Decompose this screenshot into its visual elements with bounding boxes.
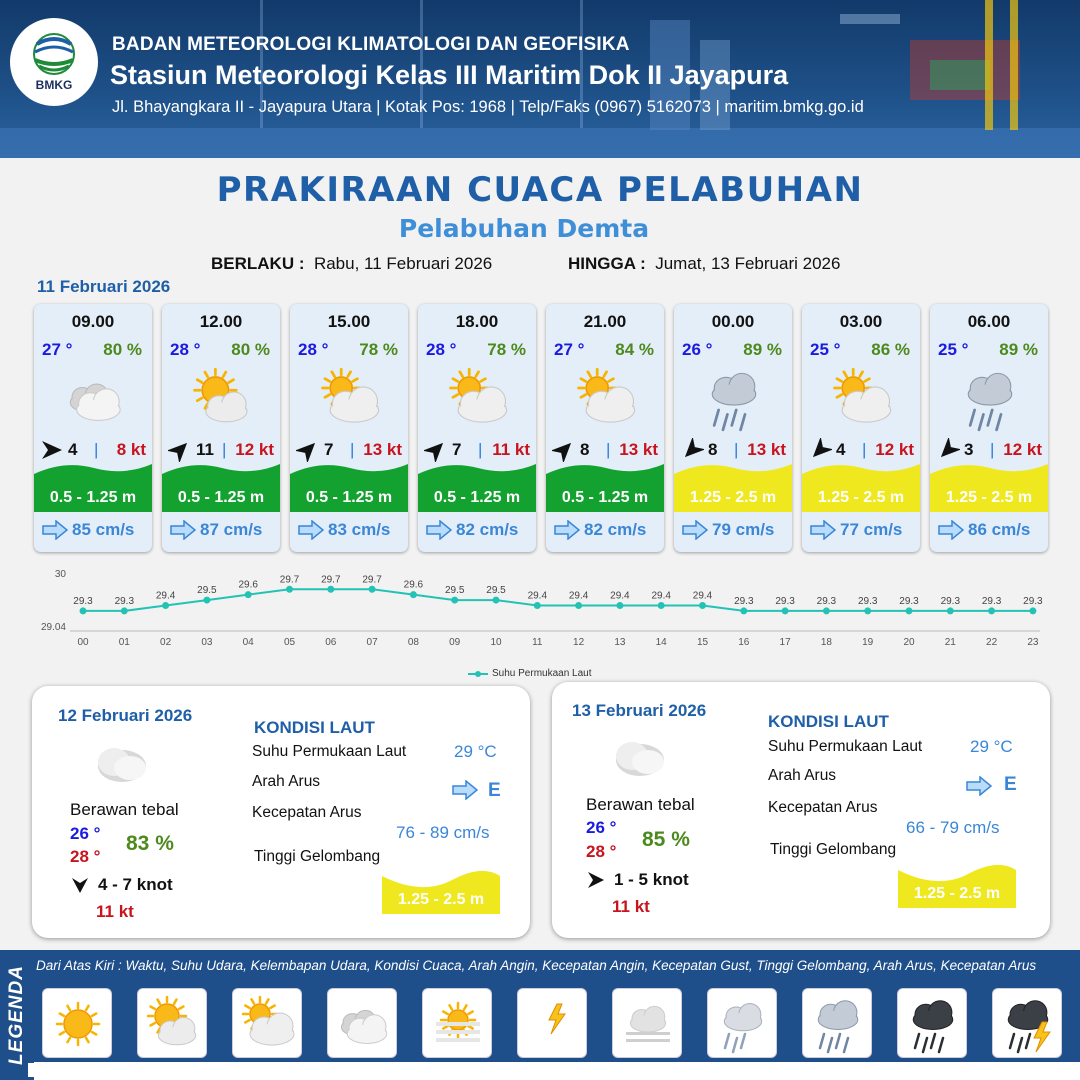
sst-point	[451, 597, 458, 604]
forecast-time: 00.00	[711, 312, 755, 331]
bmkg-logo	[10, 18, 98, 106]
sst-data-label: 29.3	[73, 595, 93, 607]
current-speed: 83 cm/s	[328, 520, 391, 539]
x-tick-label: 12	[573, 637, 585, 648]
current-direction-icon	[938, 520, 964, 540]
y-tick-label: 30	[54, 569, 66, 580]
wave-height: 0.5 - 1.25 m	[177, 489, 265, 506]
gust-speed: 13 kt	[619, 440, 658, 459]
day2-temp-max: 28 °	[70, 847, 101, 866]
day2-panel	[32, 686, 530, 938]
current-direction-icon	[452, 780, 478, 800]
sst-data-label: 29.3	[857, 595, 878, 607]
legend-side-title	[0, 950, 34, 1080]
day2-wave: 1.25 - 2.5 m	[397, 891, 485, 908]
legend-label-strip	[34, 1062, 1080, 1080]
berawan-icon	[570, 366, 642, 432]
hourly-card	[418, 304, 536, 552]
wave-height: 0.5 - 1.25 m	[433, 489, 521, 506]
kabut-icon	[618, 994, 678, 1054]
hourly-card	[546, 304, 664, 552]
wind-arrow-icon	[168, 438, 192, 462]
current-direction-icon	[554, 520, 580, 540]
hourly-card	[930, 304, 1048, 552]
legend-icon-box	[707, 988, 777, 1058]
sst-chart-svg	[20, 562, 1060, 666]
sst-data-label: 29.4	[527, 590, 548, 602]
wave-height: 0.5 - 1.25 m	[305, 489, 393, 506]
sst-point	[782, 607, 789, 614]
current-direction-icon	[42, 520, 68, 540]
chart-legend-label: Suhu Permukaan Laut	[492, 668, 592, 679]
sst-data-label: 29.7	[321, 574, 341, 586]
day2-temp-min: 26 °	[70, 824, 101, 843]
berawan-tebal-icon	[58, 366, 130, 432]
current-speed: 82 cm/s	[456, 520, 519, 539]
hujan-petir-icon	[998, 994, 1058, 1054]
legend-icon-box	[612, 988, 682, 1058]
valid-to	[568, 254, 840, 274]
station-address: Jl. Bhayangkara II - Jayapura Utara | Kotak Pos: 1968 | Telp/Faks (0967) 5162073 | maritim.bmkg.go.id	[112, 98, 864, 116]
x-tick-label: 16	[738, 637, 750, 648]
sst-data-label: 29.4	[692, 590, 713, 602]
wind-speed: 4	[68, 440, 78, 459]
sst-data-label: 29.7	[279, 574, 300, 586]
chart-legend-marker	[468, 670, 488, 678]
wind-arrow-icon	[936, 438, 960, 462]
wind-direction	[808, 438, 832, 462]
x-tick-label: 21	[944, 637, 956, 648]
sea-surface-temp-chart	[20, 562, 1060, 682]
air-temperature: 27 °	[42, 340, 73, 359]
humidity: 86 %	[871, 340, 910, 359]
legend-icon-box	[802, 988, 872, 1058]
humidity: 80 %	[231, 340, 270, 359]
gust-speed: 12 kt	[235, 440, 274, 459]
wind-arrow-icon	[680, 438, 704, 462]
hujan-sedang-icon	[808, 994, 868, 1054]
separator: |	[734, 440, 739, 459]
wind-arrow-icon	[808, 438, 832, 462]
sst-data-label: 29.4	[155, 590, 176, 602]
current-direction-icon	[966, 776, 992, 796]
legend-icon-box	[897, 988, 967, 1058]
hujan-sedang-icon	[698, 366, 770, 432]
sst-point	[162, 602, 169, 609]
gust-speed: 12 kt	[875, 440, 914, 459]
cerah-berawan-icon	[143, 994, 203, 1054]
wind-arrow-icon	[40, 438, 64, 462]
hourly-card	[674, 304, 792, 552]
sst-point	[369, 586, 376, 593]
x-tick-label: 06	[325, 637, 337, 648]
air-temperature: 26 °	[682, 340, 713, 359]
day3-cur-speed: 66 - 79 cm/s	[906, 818, 1000, 837]
day3-sst: 29 °C	[970, 737, 1013, 756]
cerah-berawan-icon	[186, 366, 258, 432]
valid-from-label: BERLAKU :	[211, 254, 305, 273]
separator: |	[862, 440, 867, 459]
port-name: Pelabuhan Demta	[398, 214, 650, 243]
day2-wind-speed: 4 - 7 knot	[98, 875, 173, 894]
separator: |	[606, 440, 611, 459]
agency-name: BADAN METEOROLOGI KLIMATOLOGI DAN GEOFISIKA	[112, 34, 630, 55]
valid-from	[211, 254, 492, 274]
hourly-card	[34, 304, 152, 552]
day3-gust: 11 kt	[612, 897, 650, 916]
day1-date: 11 Februari 2026	[37, 277, 171, 296]
legend-icon-box	[232, 988, 302, 1058]
day3-wind-arrow-icon	[586, 870, 606, 890]
berawan-tebal-icon	[88, 738, 154, 788]
x-tick-label: 23	[1027, 637, 1039, 648]
sst-data-label: 29.3	[940, 595, 961, 607]
sst-point	[864, 607, 871, 614]
y-tick-label: 29.04	[40, 622, 66, 633]
day3-date: 13 Februari 2026	[572, 701, 707, 720]
sst-point	[699, 602, 706, 609]
sst-point	[906, 607, 913, 614]
sst-point	[121, 607, 128, 614]
current-speed: 82 cm/s	[584, 520, 647, 539]
day3-panel	[552, 682, 1050, 938]
gust-speed: 13 kt	[747, 440, 786, 459]
valid-to-label: HINGGA :	[568, 254, 646, 273]
day2-condition: Berawan tebal	[70, 800, 179, 819]
humidity: 78 %	[359, 340, 398, 359]
current-speed: 77 cm/s	[840, 520, 903, 539]
sst-point	[740, 607, 747, 614]
hourly-card	[162, 304, 280, 552]
bmkg-emblem-icon	[25, 32, 83, 76]
air-temperature: 28 °	[298, 340, 329, 359]
day2-wind-arrow-icon	[70, 875, 90, 895]
current-direction-icon	[810, 520, 836, 540]
wind-direction	[168, 438, 192, 462]
day3-wave: 1.25 - 2.5 m	[913, 885, 1001, 902]
gust-speed: 8 kt	[116, 440, 146, 459]
air-temperature: 27 °	[554, 340, 585, 359]
sst-point	[988, 607, 995, 614]
day2-date: 12 Februari 2026	[58, 706, 193, 725]
x-tick-label: 15	[696, 637, 709, 648]
legend-icon-box	[992, 988, 1062, 1058]
forecast-time: 03.00	[839, 312, 883, 331]
sst-point	[534, 602, 541, 609]
sst-data-label: 29.3	[734, 595, 754, 607]
sst-point	[80, 607, 87, 614]
day3-cur-speed-label: Kecepatan Arus	[768, 799, 878, 816]
day2-cur-dir-label: Arah Arus	[252, 773, 321, 790]
legend	[0, 950, 1080, 1080]
hourly-forecast	[34, 304, 1050, 552]
wind-direction	[936, 438, 960, 462]
forecast-time: 06.00	[967, 312, 1011, 331]
wave-height: 1.25 - 2.5 m	[689, 489, 777, 506]
current-speed: 87 cm/s	[200, 520, 263, 539]
x-tick-label: 01	[118, 637, 130, 648]
udara-kabur-icon	[428, 994, 488, 1054]
sst-point	[245, 591, 252, 598]
x-tick-label: 22	[986, 637, 998, 648]
sst-data-label: 29.3	[114, 595, 135, 607]
valid-from-value: Rabu, 11 Februari 2026	[313, 254, 493, 273]
sst-point	[658, 602, 665, 609]
berawan-icon	[826, 366, 898, 432]
wind-arrow-icon	[296, 438, 320, 462]
sst-data-label: 29.3	[981, 595, 1002, 607]
day3-wave-label: Tinggi Gelombang	[770, 841, 897, 858]
wave-height: 0.5 - 1.25 m	[49, 489, 137, 506]
station-name: Stasiun Meteorologi Kelas III Maritim Dok II Jayapura	[110, 60, 789, 90]
berawan-icon	[314, 366, 386, 432]
wave-height: 0.5 - 1.25 m	[561, 489, 649, 506]
sst-data-label: 29.3	[899, 595, 919, 607]
berawan-icon	[238, 994, 298, 1054]
wind-speed: 8	[708, 440, 718, 459]
separator: |	[94, 440, 99, 459]
sst-point	[493, 597, 500, 604]
sst-data-label: 29.5	[486, 585, 506, 597]
x-tick-label: 11	[532, 637, 543, 648]
current-direction-icon	[298, 520, 324, 540]
current-direction-icon	[170, 520, 196, 540]
day3-cur-dir-label: Arah Arus	[768, 767, 837, 784]
gust-speed: 11 kt	[492, 440, 530, 459]
sst-series-line	[83, 589, 1033, 611]
humidity: 89 %	[999, 340, 1038, 359]
current-speed: 85 cm/s	[72, 520, 135, 539]
day2-gust: 11 kt	[96, 902, 134, 921]
wind-speed: 3	[964, 440, 974, 459]
sst-data-label: 29.3	[1023, 595, 1043, 607]
day3-sea-title: KONDISI LAUT	[768, 712, 889, 731]
humidity: 84 %	[615, 340, 654, 359]
air-temperature: 25 °	[810, 340, 841, 359]
separator: |	[222, 440, 227, 459]
day3-temp-max: 28 °	[586, 842, 617, 861]
day2-cur-speed-label: Kecepatan Arus	[252, 804, 362, 821]
forecast-time: 12.00	[199, 312, 243, 331]
wind-speed: 11	[196, 440, 214, 459]
berawan-tebal-icon	[333, 994, 393, 1054]
day2-sst-label: Suhu Permukaan Laut	[252, 743, 407, 760]
day2-humidity: 83 %	[126, 832, 174, 855]
wind-speed: 7	[452, 440, 462, 459]
humidity: 80 %	[103, 340, 142, 359]
separator: |	[350, 440, 355, 459]
sst-point	[410, 591, 417, 598]
gust-speed: 13 kt	[363, 440, 402, 459]
sst-point	[1029, 607, 1036, 614]
day3-wind-speed: 1 - 5 knot	[614, 870, 689, 889]
chart-legend	[468, 668, 592, 679]
day3-sst-label: Suhu Permukaan Laut	[768, 738, 923, 755]
air-temperature: 28 °	[426, 340, 457, 359]
petir-icon	[523, 994, 583, 1054]
cerah-icon	[48, 994, 108, 1054]
hujan-sedang-icon	[954, 366, 1026, 432]
current-direction-icon	[426, 520, 452, 540]
sst-data-label: 29.3	[775, 595, 795, 607]
wave-height: 1.25 - 2.5 m	[817, 489, 905, 506]
x-tick-label: 03	[201, 637, 213, 648]
sst-point	[327, 586, 334, 593]
valid-to-value: Jumat, 13 Februari 2026	[655, 254, 841, 273]
x-tick-label: 05	[283, 637, 296, 648]
legend-icon-box	[42, 988, 112, 1058]
legend-description: Dari Atas Kiri : Waktu, Suhu Udara, Kelembapan Udara, Kondisi Cuaca, Arah Angin, Kecepatan Angin, Kecepatan Gust, Tinggi Gelombang, Arah Arus, Kecepatan Arus	[36, 958, 1037, 973]
legend-icon-box	[422, 988, 492, 1058]
sst-point	[616, 602, 623, 609]
sst-point	[203, 597, 210, 604]
wind-direction	[424, 438, 448, 462]
air-temperature: 28 °	[170, 340, 201, 359]
legend-title: LEGENDA	[6, 965, 27, 1065]
wind-speed: 8	[580, 440, 590, 459]
x-tick-label: 10	[490, 637, 502, 648]
day2-sst: 29 °C	[454, 742, 497, 761]
logo-text: BMKG	[35, 78, 73, 92]
x-tick-label: 04	[242, 637, 254, 648]
x-tick-label: 18	[820, 637, 832, 648]
current-speed: 79 cm/s	[712, 520, 775, 539]
hourly-card	[802, 304, 920, 552]
air-temperature: 25 °	[938, 340, 969, 359]
separator: |	[478, 440, 483, 459]
hourly-card	[290, 304, 408, 552]
forecast-time: 21.00	[583, 312, 627, 331]
page-title: PRAKIRAAN CUACA PELABUHAN	[216, 170, 864, 210]
wind-direction	[296, 438, 320, 462]
x-tick-label: 00	[77, 637, 89, 648]
sst-point	[286, 586, 293, 593]
wind-speed: 7	[324, 440, 334, 459]
day3-humidity: 85 %	[642, 828, 690, 851]
forecast-time: 09.00	[71, 312, 115, 331]
wind-speed: 4	[836, 440, 846, 459]
x-tick-label: 08	[407, 637, 419, 648]
day2-sea-title: KONDISI LAUT	[254, 718, 375, 737]
separator: |	[990, 440, 995, 459]
wind-direction	[552, 438, 576, 462]
wind-arrow-icon	[424, 438, 448, 462]
sst-data-label: 29.4	[651, 590, 671, 602]
sst-data-label: 29.7	[362, 574, 382, 586]
sst-data-label: 29.3	[816, 595, 837, 607]
day2-wave-label: Tinggi Gelombang	[254, 848, 381, 865]
sst-point	[575, 602, 582, 609]
x-tick-label: 19	[862, 637, 874, 648]
wind-direction	[40, 438, 64, 462]
hujan-ringan-icon	[713, 994, 773, 1054]
x-tick-label: 02	[160, 637, 172, 648]
day2-cur-speed: 76 - 89 cm/s	[396, 823, 490, 842]
sst-data-label: 29.6	[238, 579, 258, 591]
day3-cur-dir: E	[1004, 774, 1017, 795]
day3-temp-min: 26 °	[586, 818, 617, 837]
x-tick-label: 17	[779, 637, 791, 648]
legend-icon-box	[327, 988, 397, 1058]
forecast-time: 15.00	[327, 312, 371, 331]
sst-data-label: 29.4	[610, 590, 630, 602]
hujan-lebat-icon	[903, 994, 963, 1054]
header-banner	[0, 0, 1080, 158]
x-tick-label: 13	[614, 637, 626, 648]
humidity: 89 %	[743, 340, 782, 359]
legend-icon-box	[517, 988, 587, 1058]
x-tick-label: 20	[903, 637, 915, 648]
legend-icon-box	[137, 988, 207, 1058]
wind-direction	[680, 438, 704, 462]
berawan-tebal-icon	[606, 732, 672, 782]
wave-height: 1.25 - 2.5 m	[945, 489, 1033, 506]
day2-cur-dir: E	[488, 780, 501, 801]
sst-point	[947, 607, 954, 614]
humidity: 78 %	[487, 340, 526, 359]
gust-speed: 12 kt	[1003, 440, 1042, 459]
x-tick-label: 09	[449, 637, 461, 648]
sst-data-label: 29.5	[444, 585, 465, 597]
x-tick-label: 14	[655, 637, 667, 648]
berawan-icon	[442, 366, 514, 432]
current-direction-icon	[682, 520, 708, 540]
sst-data-label: 29.4	[568, 590, 589, 602]
day3-condition: Berawan tebal	[586, 795, 695, 814]
forecast-time: 18.00	[455, 312, 499, 331]
sst-data-label: 29.5	[197, 585, 217, 597]
sst-data-label: 29.6	[403, 579, 424, 591]
sst-point	[823, 607, 830, 614]
wind-arrow-icon	[552, 438, 576, 462]
x-tick-label: 07	[366, 637, 378, 648]
current-speed: 86 cm/s	[968, 520, 1031, 539]
